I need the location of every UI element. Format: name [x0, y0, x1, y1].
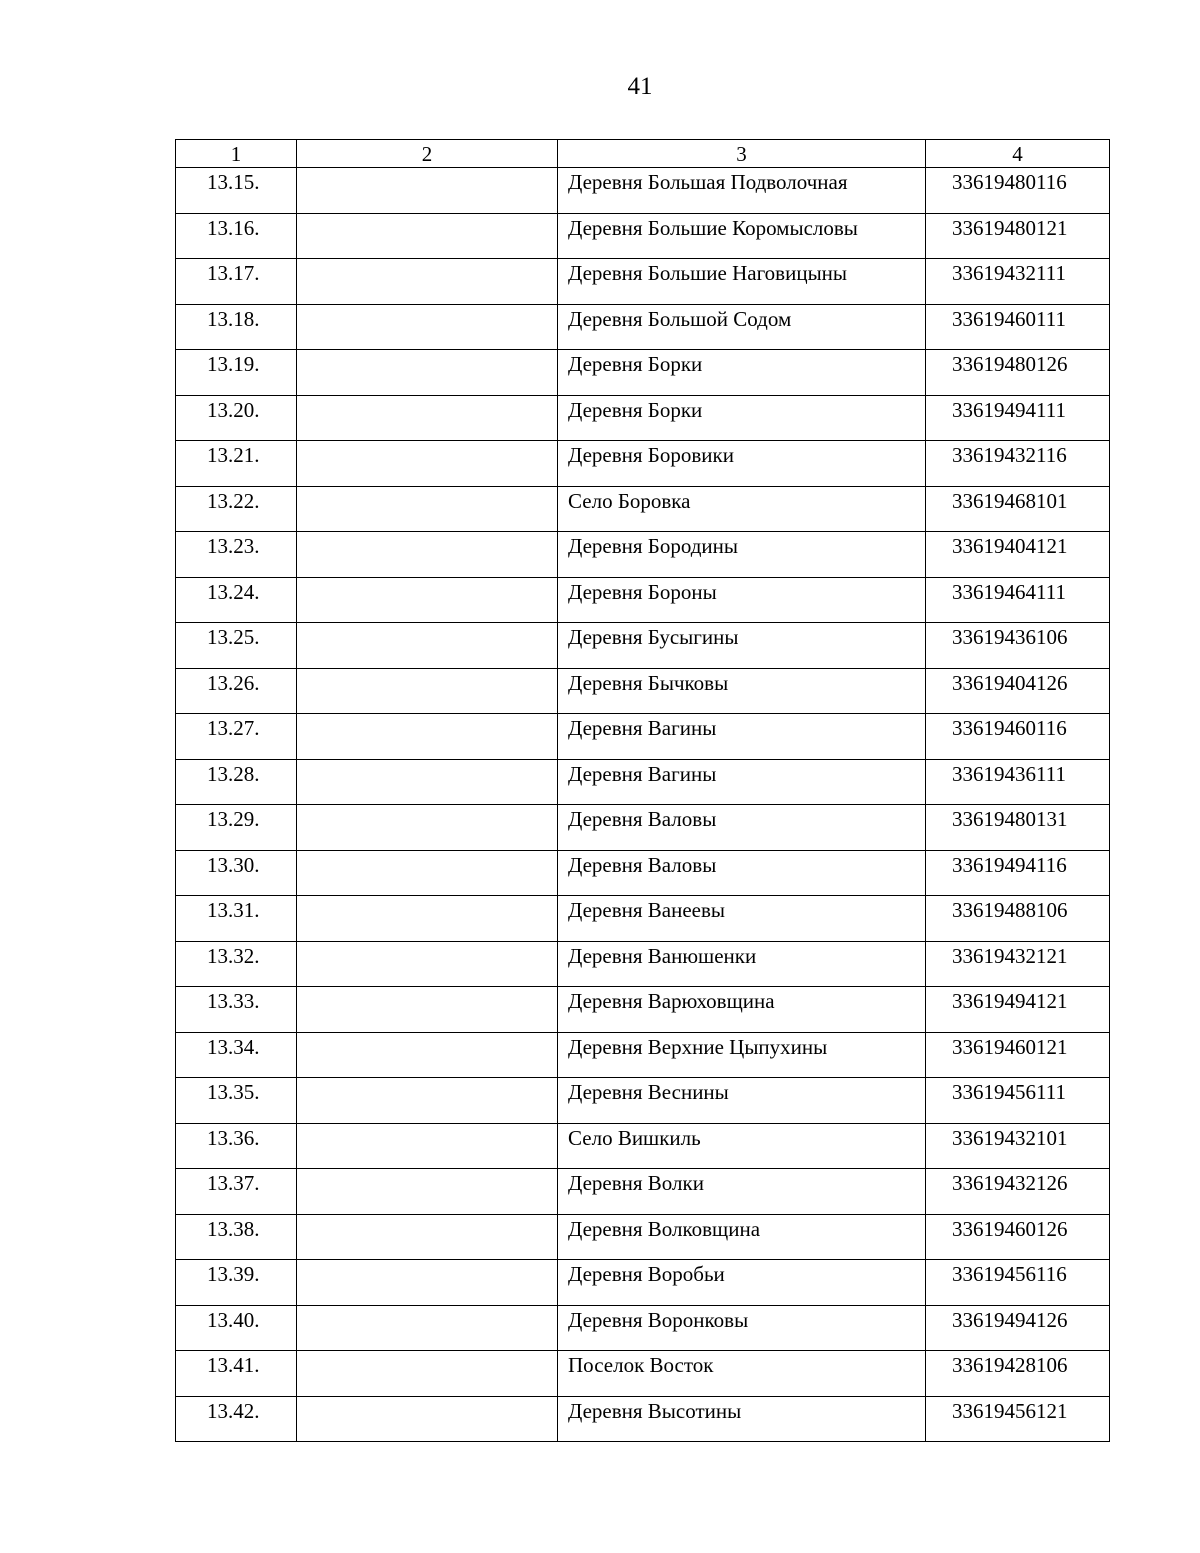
empty-cell — [297, 259, 558, 305]
table-row — [176, 1351, 1110, 1397]
settlement-name-cell: Деревня Большие Коромысловы — [558, 213, 926, 259]
settlement-name-cell: Деревня Ванюшенки — [558, 941, 926, 987]
settlement-name-cell: Деревня Бородины — [558, 532, 926, 578]
table-body — [176, 168, 1110, 1442]
row-number-cell: 13.26. — [176, 668, 297, 714]
oktmo-code-cell: 33619480126 — [926, 350, 1110, 396]
row-number-cell: 13.39. — [176, 1260, 297, 1306]
empty-cell — [297, 1260, 558, 1306]
oktmo-code-cell: 33619488106 — [926, 896, 1110, 942]
settlement-name-cell: Деревня Ванеевы — [558, 896, 926, 942]
row-number-cell: 13.42. — [176, 1396, 297, 1442]
settlement-name-cell: Деревня Большая Подволочная — [558, 168, 926, 214]
row-number-cell: 13.27. — [176, 714, 297, 760]
row-number-cell: 13.35. — [176, 1078, 297, 1124]
empty-cell — [297, 168, 558, 214]
oktmo-code-cell: 33619494116 — [926, 850, 1110, 896]
settlement-name-cell: Деревня Воронковы — [558, 1305, 926, 1351]
row-number-cell: 13.24. — [176, 577, 297, 623]
oktmo-code-cell: 33619460121 — [926, 1032, 1110, 1078]
settlement-name-cell: Деревня Борки — [558, 395, 926, 441]
row-number-cell: 13.22. — [176, 486, 297, 532]
table-row — [176, 1260, 1110, 1306]
row-number-cell: 13.17. — [176, 259, 297, 305]
table-row — [176, 1396, 1110, 1442]
empty-cell — [297, 1078, 558, 1124]
table-row — [176, 987, 1110, 1033]
empty-cell — [297, 1214, 558, 1260]
row-number-cell: 13.20. — [176, 395, 297, 441]
empty-cell — [297, 304, 558, 350]
empty-cell — [297, 577, 558, 623]
row-number-cell: 13.33. — [176, 987, 297, 1033]
empty-cell — [297, 896, 558, 942]
oktmo-code-cell: 33619460126 — [926, 1214, 1110, 1260]
oktmo-code-cell: 33619480131 — [926, 805, 1110, 851]
oktmo-code-cell: 33619456111 — [926, 1078, 1110, 1124]
table-row — [176, 1169, 1110, 1215]
row-number-cell: 13.21. — [176, 441, 297, 487]
empty-cell — [297, 532, 558, 578]
empty-cell — [297, 1032, 558, 1078]
table-row — [176, 850, 1110, 896]
empty-cell — [297, 441, 558, 487]
oktmo-code-cell: 33619436111 — [926, 759, 1110, 805]
row-number-cell: 13.29. — [176, 805, 297, 851]
settlements-table — [175, 139, 1110, 1442]
empty-cell — [297, 759, 558, 805]
oktmo-code-cell: 33619436106 — [926, 623, 1110, 669]
oktmo-code-cell: 33619494121 — [926, 987, 1110, 1033]
row-number-cell: 13.31. — [176, 896, 297, 942]
row-number-cell: 13.19. — [176, 350, 297, 396]
oktmo-code-cell: 33619428106 — [926, 1351, 1110, 1397]
table-row — [176, 168, 1110, 214]
row-number-cell: 13.37. — [176, 1169, 297, 1215]
row-number-cell: 13.38. — [176, 1214, 297, 1260]
settlement-name-cell: Деревня Большие Наговицыны — [558, 259, 926, 305]
empty-cell — [297, 1123, 558, 1169]
table-row — [176, 759, 1110, 805]
settlement-name-cell: Деревня Высотины — [558, 1396, 926, 1442]
settlement-name-cell: Деревня Бороны — [558, 577, 926, 623]
empty-cell — [297, 213, 558, 259]
settlement-name-cell: Деревня Варюховщина — [558, 987, 926, 1033]
empty-cell — [297, 486, 558, 532]
page-number: 41 — [627, 73, 653, 100]
oktmo-code-cell: 33619432126 — [926, 1169, 1110, 1215]
table-row — [176, 441, 1110, 487]
row-number-cell: 13.40. — [176, 1305, 297, 1351]
row-number-cell: 13.41. — [176, 1351, 297, 1397]
oktmo-code-cell: 33619456121 — [926, 1396, 1110, 1442]
row-number-cell: 13.16. — [176, 213, 297, 259]
settlement-name-cell: Деревня Волки — [558, 1169, 926, 1215]
table-row — [176, 486, 1110, 532]
row-number-cell: 13.30. — [176, 850, 297, 896]
row-number-cell: 13.32. — [176, 941, 297, 987]
table-row — [176, 1305, 1110, 1351]
settlement-name-cell: Деревня Борки — [558, 350, 926, 396]
oktmo-code-cell: 33619456116 — [926, 1260, 1110, 1306]
oktmo-code-cell: 33619480121 — [926, 213, 1110, 259]
settlement-name-cell: Деревня Большой Содом — [558, 304, 926, 350]
oktmo-code-cell: 33619464111 — [926, 577, 1110, 623]
row-number-cell: 13.34. — [176, 1032, 297, 1078]
settlement-name-cell: Село Вишкиль — [558, 1123, 926, 1169]
settlement-name-cell: Деревня Валовы — [558, 805, 926, 851]
table-row — [176, 350, 1110, 396]
settlement-name-cell: Деревня Бычковы — [558, 668, 926, 714]
table-row — [176, 532, 1110, 578]
column-header-1: 1 — [176, 140, 297, 168]
row-number-cell: 13.25. — [176, 623, 297, 669]
table-row — [176, 1214, 1110, 1260]
oktmo-code-cell: 33619432111 — [926, 259, 1110, 305]
oktmo-code-cell: 33619480116 — [926, 168, 1110, 214]
oktmo-code-cell: 33619494126 — [926, 1305, 1110, 1351]
oktmo-code-cell: 33619460111 — [926, 304, 1110, 350]
empty-cell — [297, 714, 558, 760]
table-row — [176, 941, 1110, 987]
empty-cell — [297, 987, 558, 1033]
empty-cell — [297, 1169, 558, 1215]
settlement-name-cell: Деревня Веснины — [558, 1078, 926, 1124]
settlement-name-cell: Деревня Валовы — [558, 850, 926, 896]
oktmo-code-cell: 33619468101 — [926, 486, 1110, 532]
oktmo-code-cell: 33619432116 — [926, 441, 1110, 487]
empty-cell — [297, 1396, 558, 1442]
row-number-cell: 13.15. — [176, 168, 297, 214]
row-number-cell: 13.36. — [176, 1123, 297, 1169]
oktmo-code-cell: 33619404126 — [926, 668, 1110, 714]
empty-cell — [297, 1351, 558, 1397]
table-row — [176, 805, 1110, 851]
empty-cell — [297, 395, 558, 441]
settlement-name-cell: Деревня Волковщина — [558, 1214, 926, 1260]
settlement-name-cell: Деревня Вагины — [558, 759, 926, 805]
settlement-name-cell: Поселок Восток — [558, 1351, 926, 1397]
empty-cell — [297, 623, 558, 669]
table-header — [176, 140, 1110, 168]
empty-cell — [297, 805, 558, 851]
table-row — [176, 304, 1110, 350]
settlement-name-cell: Деревня Верхние Цыпухины — [558, 1032, 926, 1078]
row-number-cell: 13.23. — [176, 532, 297, 578]
column-header-2: 2 — [297, 140, 558, 168]
empty-cell — [297, 1305, 558, 1351]
table-row — [176, 714, 1110, 760]
table-row — [176, 395, 1110, 441]
table-row — [176, 623, 1110, 669]
empty-cell — [297, 941, 558, 987]
settlement-name-cell: Деревня Бусыгины — [558, 623, 926, 669]
oktmo-code-cell: 33619432101 — [926, 1123, 1110, 1169]
table-row — [176, 896, 1110, 942]
empty-cell — [297, 668, 558, 714]
oktmo-code-cell: 33619404121 — [926, 532, 1110, 578]
column-header-4: 4 — [926, 140, 1110, 168]
table-row — [176, 1078, 1110, 1124]
oktmo-code-cell: 33619494111 — [926, 395, 1110, 441]
table-row — [176, 668, 1110, 714]
table-row — [176, 1032, 1110, 1078]
oktmo-code-cell: 33619460116 — [926, 714, 1110, 760]
settlement-name-cell: Деревня Боровики — [558, 441, 926, 487]
row-number-cell: 13.28. — [176, 759, 297, 805]
settlement-name-cell: Деревня Воробьи — [558, 1260, 926, 1306]
empty-cell — [297, 350, 558, 396]
settlement-name-cell: Село Боровка — [558, 486, 926, 532]
table-row — [176, 1123, 1110, 1169]
table-row — [176, 213, 1110, 259]
table-row — [176, 259, 1110, 305]
column-header-3: 3 — [558, 140, 926, 168]
header-row — [176, 140, 1110, 168]
oktmo-code-cell: 33619432121 — [926, 941, 1110, 987]
row-number-cell: 13.18. — [176, 304, 297, 350]
empty-cell — [297, 850, 558, 896]
table-row — [176, 577, 1110, 623]
settlement-name-cell: Деревня Вагины — [558, 714, 926, 760]
